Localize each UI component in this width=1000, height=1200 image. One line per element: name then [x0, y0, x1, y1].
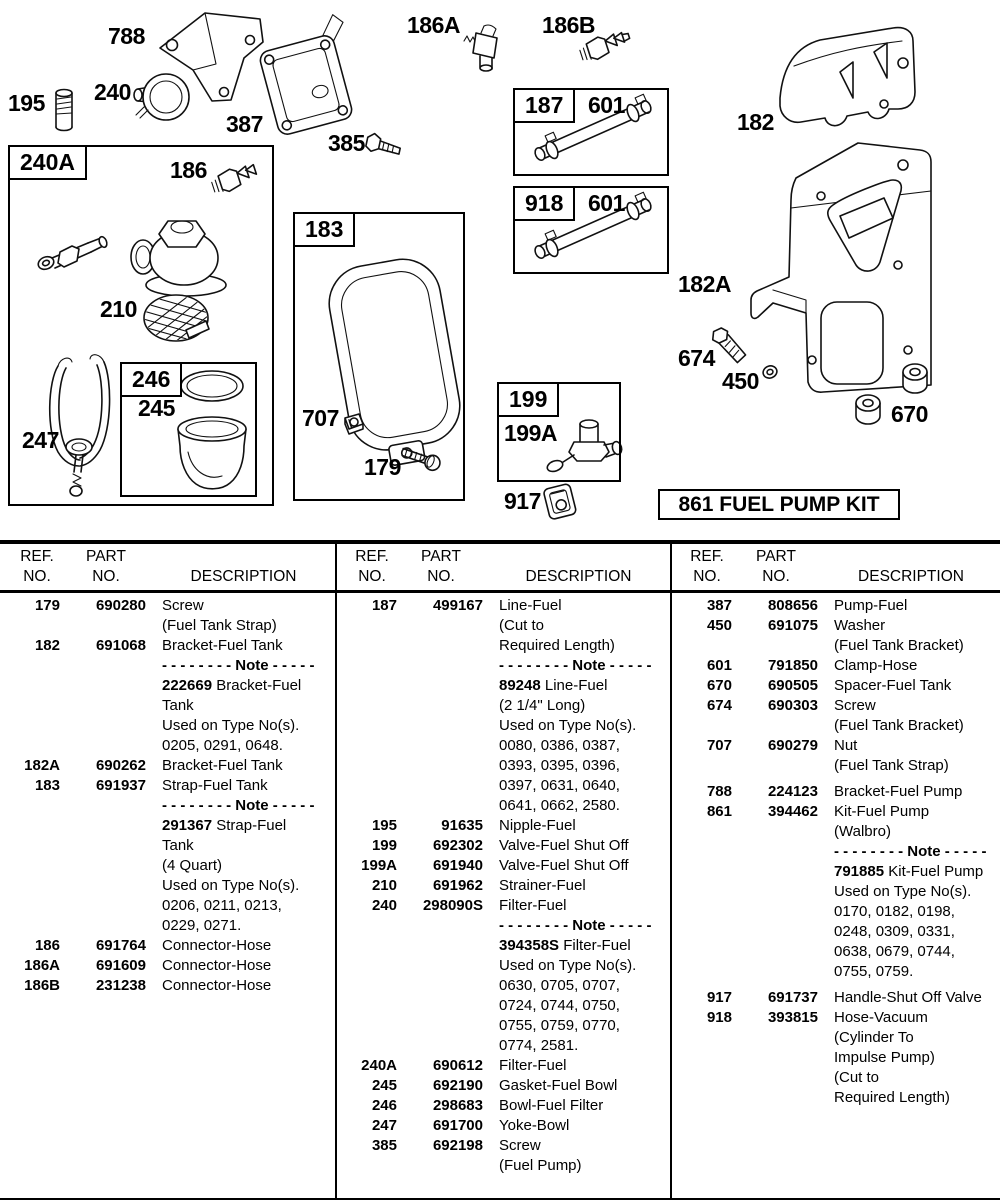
- description-line: Used on Type No(s).: [499, 717, 637, 734]
- description-line: - - - - - - - - Note - - - - -: [162, 797, 315, 814]
- table-row: [0, 596, 335, 636]
- ref-no-cell: 187: [371, 597, 397, 614]
- description-line: - - - - - - - - Note - - - - -: [162, 657, 315, 674]
- ref-no-cell: 179: [34, 597, 60, 614]
- table-row: [0, 936, 335, 956]
- part-no-cell: 691068: [95, 637, 146, 654]
- description-line: - - - - - - - - Note - - - - -: [834, 843, 987, 860]
- table-row: [0, 956, 335, 976]
- bracket-fuel-tank-182-drawing: [780, 28, 915, 126]
- description-cell: [824, 802, 1000, 982]
- table-row: [672, 1008, 1000, 1108]
- table-row: [672, 656, 1000, 676]
- ref-no-cell: 183: [34, 777, 60, 794]
- callout-707: 707: [302, 405, 339, 431]
- ref-no-cell: 240: [371, 897, 397, 914]
- part-no-cell: 691737: [767, 989, 818, 1006]
- part-no-cell: 791850: [767, 657, 818, 674]
- description-cell: [824, 782, 1000, 802]
- description-line: Strap-Fuel Tank: [162, 777, 268, 794]
- header-description: DESCRIPTION: [525, 568, 632, 585]
- callout-601-b: 601: [588, 190, 625, 216]
- callout-186: 186: [170, 157, 207, 183]
- part-no-cell: 691937: [95, 777, 146, 794]
- part-no-cell: 91635: [441, 817, 483, 834]
- description-cell: [824, 596, 1000, 616]
- callout-450: 450: [722, 368, 759, 394]
- description-line: 0397, 0631, 0640,: [499, 777, 620, 794]
- bracket-fuel-tank-182A-drawing: [751, 143, 931, 392]
- table-header: [670, 544, 1000, 590]
- description-line: - - - - - - - - Note - - - - -: [499, 657, 652, 674]
- group-box-240A-label: 240A: [8, 145, 87, 180]
- callout-199A: 199A: [504, 420, 557, 446]
- description-line: (Fuel Tank Strap): [162, 617, 277, 634]
- description-cell: [489, 856, 670, 876]
- header-divider-line: [0, 590, 1000, 593]
- description-line: 291367 Strap-Fuel: [162, 817, 287, 834]
- table-row: [672, 676, 1000, 696]
- group-box-199-label: 199: [497, 382, 559, 417]
- description-cell: [152, 956, 335, 976]
- description-line: Valve-Fuel Shut Off: [499, 837, 629, 854]
- description-line: Screw: [162, 597, 204, 614]
- part-no-cell: 394462: [767, 803, 818, 820]
- part-no-cell: 692190: [432, 1077, 483, 1094]
- part-no-cell: 808656: [767, 597, 818, 614]
- part-no-cell: 691940: [432, 857, 483, 874]
- description-line: Used on Type No(s).: [162, 877, 300, 894]
- ref-no-cell: 240A: [361, 1057, 397, 1074]
- description-line: (Fuel Pump): [499, 1157, 582, 1174]
- table-rows-column-3: [672, 596, 1000, 1108]
- part-no-cell: 691609: [95, 957, 146, 974]
- nipple-fuel-drawing: [56, 90, 72, 131]
- ref-no-cell: 182A: [24, 757, 60, 774]
- washer-drawing: [761, 364, 778, 380]
- callout-917: 917: [504, 488, 541, 514]
- description-line: Pump-Fuel: [834, 597, 908, 614]
- description-cell: [152, 756, 335, 776]
- description-line: (Walbro): [834, 823, 891, 840]
- description-line: Bowl-Fuel Filter: [499, 1097, 604, 1114]
- description-line: Bracket-Fuel Tank: [162, 637, 283, 654]
- group-box-187-label: 187: [513, 88, 575, 123]
- part-no-cell: 690505: [767, 677, 818, 694]
- callout-195: 195: [8, 90, 45, 116]
- table-row: [0, 636, 335, 756]
- header-ref-no: REF. NO.: [20, 548, 54, 585]
- ref-no-cell: 246: [371, 1097, 397, 1114]
- screw-fuel-pump-drawing: [365, 132, 402, 157]
- table-row: [337, 816, 670, 836]
- description-line: Filter-Fuel: [499, 897, 567, 914]
- description-line: Used on Type No(s).: [499, 957, 637, 974]
- description-cell: [824, 736, 1000, 776]
- callout-788: 788: [108, 23, 145, 49]
- description-cell: [152, 936, 335, 956]
- table-row: [337, 1096, 670, 1116]
- description-line: Spacer-Fuel Tank: [834, 677, 952, 694]
- ref-no-cell: 917: [706, 989, 732, 1006]
- description-line: Tank: [162, 697, 194, 714]
- spacer-fuel-tank-drawing: [856, 395, 880, 424]
- description-line: (4 Quart): [162, 857, 223, 874]
- part-no-cell: 691075: [767, 617, 818, 634]
- pump-fuel-drawing: [254, 13, 368, 137]
- description-cell: [824, 1008, 1000, 1108]
- callout-670: 670: [891, 401, 928, 427]
- description-line: Clamp-Hose: [834, 657, 918, 674]
- description-line: 0755, 0759, 0770,: [499, 1017, 620, 1034]
- description-line: Nut: [834, 737, 858, 754]
- description-cell: [489, 1076, 670, 1096]
- header-part-no: PART NO.: [421, 548, 461, 585]
- description-line: 0229, 0271.: [162, 917, 242, 934]
- description-cell: [824, 616, 1000, 656]
- description-cell: [489, 896, 670, 1056]
- ref-no-cell: 195: [371, 817, 397, 834]
- ref-no-cell: 450: [706, 617, 732, 634]
- table-row: [337, 856, 670, 876]
- description-line: Used on Type No(s).: [834, 883, 972, 900]
- callout-186B: 186B: [542, 12, 595, 38]
- callout-601-a: 601: [588, 92, 625, 118]
- parts-table-column: [0, 544, 335, 1198]
- ref-no-cell: 601: [706, 657, 732, 674]
- description-line: Hose-Vacuum: [834, 1009, 928, 1026]
- ref-no-cell: 199A: [361, 857, 397, 874]
- ref-no-cell: 674: [706, 697, 732, 714]
- table-row: [337, 1136, 670, 1176]
- description-line: 89248 Line-Fuel: [499, 677, 608, 694]
- description-line: Tank: [162, 837, 194, 854]
- part-no-cell: 690262: [95, 757, 146, 774]
- callout-245: 245: [138, 395, 175, 421]
- description-cell: [489, 1136, 670, 1176]
- description-cell: [489, 876, 670, 896]
- description-cell: [489, 836, 670, 856]
- callout-182: 182: [737, 109, 774, 135]
- group-box-246-label: 246: [120, 362, 182, 397]
- part-no-cell: 224123: [767, 783, 818, 800]
- description-cell: [824, 696, 1000, 736]
- description-line: Bracket-Fuel Tank: [162, 757, 283, 774]
- description-line: 222669 Bracket-Fuel: [162, 677, 302, 694]
- ref-no-cell: 385: [371, 1137, 397, 1154]
- group-box-918-label: 918: [513, 186, 575, 221]
- header-ref-no: REF. NO.: [355, 548, 389, 585]
- description-line: (2 1/4" Long): [499, 697, 586, 714]
- description-line: (Cut to: [834, 1069, 880, 1086]
- table-row: [337, 896, 670, 1056]
- table-row: [337, 836, 670, 856]
- handle-shut-off-valve-drawing: [543, 483, 577, 520]
- description-line: Required Length): [499, 637, 615, 654]
- description-cell: [489, 1116, 670, 1136]
- description-line: 394358S Filter-Fuel: [499, 937, 631, 954]
- ref-no-cell: 186: [34, 937, 60, 954]
- table-row: [672, 616, 1000, 656]
- description-cell: [489, 816, 670, 836]
- description-cell: [152, 976, 335, 996]
- description-cell: [489, 596, 670, 816]
- table-row: [337, 1076, 670, 1096]
- callout-182A: 182A: [678, 271, 731, 297]
- description-line: Screw: [834, 697, 876, 714]
- filter-fuel-drawing: [134, 74, 189, 120]
- callout-210: 210: [100, 296, 137, 322]
- part-no-cell: 231238: [95, 977, 146, 994]
- exploded-diagram: [0, 0, 1000, 540]
- ref-no-cell: 245: [371, 1077, 397, 1094]
- ref-no-cell: 788: [706, 783, 732, 800]
- ref-no-cell: 861: [706, 803, 732, 820]
- description-line: Gasket-Fuel Bowl: [499, 1077, 618, 1094]
- parts-table: [0, 540, 1000, 1200]
- description-line: 0755, 0759.: [834, 963, 914, 980]
- description-line: Line-Fuel: [499, 597, 562, 614]
- group-box-246: [120, 362, 257, 497]
- description-line: Yoke-Bowl: [499, 1117, 570, 1134]
- description-line: 0205, 0291, 0648.: [162, 737, 283, 754]
- description-cell: [824, 656, 1000, 676]
- table-row: [0, 756, 335, 776]
- ref-no-cell: 210: [371, 877, 397, 894]
- ref-no-cell: 387: [706, 597, 732, 614]
- table-row: [672, 802, 1000, 982]
- parts-table-column: [670, 544, 1000, 1198]
- description-line: Nipple-Fuel: [499, 817, 576, 834]
- description-line: 0080, 0386, 0387,: [499, 737, 620, 754]
- description-line: Bracket-Fuel Pump: [834, 783, 963, 800]
- parts-table-column: [335, 544, 670, 1198]
- callout-674: 674: [678, 345, 715, 371]
- description-line: Screw: [499, 1137, 541, 1154]
- part-no-cell: 298683: [432, 1097, 483, 1114]
- description-line: Strainer-Fuel: [499, 877, 586, 894]
- ref-no-cell: 199: [371, 837, 397, 854]
- table-row: [337, 1056, 670, 1076]
- callout-247: 247: [22, 427, 59, 453]
- header-part-no: PART NO.: [756, 548, 796, 585]
- callout-387: 387: [226, 111, 263, 137]
- header-ref-no: REF. NO.: [690, 548, 724, 585]
- description-line: (Fuel Tank Strap): [834, 757, 949, 774]
- part-no-cell: 690280: [95, 597, 146, 614]
- description-line: Handle-Shut Off Valve: [834, 989, 982, 1006]
- part-no-cell: 691764: [95, 937, 146, 954]
- description-cell: [152, 776, 335, 936]
- description-line: 0393, 0395, 0396,: [499, 757, 620, 774]
- table-row: [672, 596, 1000, 616]
- description-line: - - - - - - - - Note - - - - -: [499, 917, 652, 934]
- part-no-cell: 691700: [432, 1117, 483, 1134]
- table-header: [335, 544, 670, 590]
- callout-179: 179: [364, 454, 401, 480]
- table-row: [0, 776, 335, 936]
- group-box-183-label: 183: [293, 212, 355, 247]
- description-line: (Fuel Tank Bracket): [834, 717, 964, 734]
- description-line: 0638, 0679, 0744,: [834, 943, 955, 960]
- header-description: DESCRIPTION: [190, 568, 297, 585]
- description-cell: [824, 988, 1000, 1008]
- part-no-cell: 692302: [432, 837, 483, 854]
- part-no-cell: 691962: [432, 877, 483, 894]
- part-no-cell: 690303: [767, 697, 818, 714]
- description-line: 0641, 0662, 2580.: [499, 797, 620, 814]
- description-line: Kit-Fuel Pump: [834, 803, 930, 820]
- description-line: (Cylinder To: [834, 1029, 914, 1046]
- table-row: [672, 736, 1000, 776]
- description-line: 0206, 0211, 0213,: [162, 897, 282, 914]
- callout-186A: 186A: [407, 12, 460, 38]
- description-line: Valve-Fuel Shut Off: [499, 857, 629, 874]
- table-row: [337, 596, 670, 816]
- description-cell: [489, 1056, 670, 1076]
- description-cell: [489, 1096, 670, 1116]
- description-line: 0774, 2581.: [499, 1037, 579, 1054]
- description-line: 0724, 0744, 0750,: [499, 997, 620, 1014]
- part-no-cell: 393815: [767, 1009, 818, 1026]
- description-cell: [152, 636, 335, 756]
- part-no-cell: 499167: [432, 597, 483, 614]
- ref-no-cell: 918: [706, 1009, 732, 1026]
- table-header: [0, 544, 335, 590]
- part-no-cell: 690612: [432, 1057, 483, 1074]
- table-row: [672, 988, 1000, 1008]
- description-line: 0248, 0309, 0331,: [834, 923, 955, 940]
- description-cell: [152, 596, 335, 636]
- ref-no-cell: 670: [706, 677, 732, 694]
- table-rows-column-1: [0, 596, 335, 996]
- header-description: DESCRIPTION: [858, 568, 964, 585]
- description-line: (Fuel Tank Bracket): [834, 637, 964, 654]
- table-row: [337, 1116, 670, 1136]
- description-line: 791885 Kit-Fuel Pump: [834, 863, 984, 880]
- description-line: 0630, 0705, 0707,: [499, 977, 620, 994]
- description-line: 0170, 0182, 0198,: [834, 903, 955, 920]
- ref-no-cell: 707: [706, 737, 732, 754]
- ref-no-cell: 182: [34, 637, 60, 654]
- part-no-cell: 298090S: [422, 897, 483, 914]
- callout-385: 385: [328, 130, 365, 156]
- table-row: [337, 876, 670, 896]
- part-no-cell: 692198: [432, 1137, 483, 1154]
- fuel-pump-kit-box: 861 FUEL PUMP KIT: [658, 489, 900, 520]
- ref-no-cell: 186A: [24, 957, 60, 974]
- description-line: Used on Type No(s).: [162, 717, 300, 734]
- table-row: [672, 696, 1000, 736]
- connector-hose-elbow-drawing: [464, 25, 497, 71]
- ref-no-cell: 186B: [24, 977, 60, 994]
- description-line: Required Length): [834, 1089, 950, 1106]
- table-row: [0, 976, 335, 996]
- description-line: Connector-Hose: [162, 977, 272, 994]
- ref-no-cell: 247: [371, 1117, 397, 1134]
- table-row: [672, 782, 1000, 802]
- callout-240: 240: [94, 79, 131, 105]
- description-line: Washer: [834, 617, 886, 634]
- description-line: (Cut to: [499, 617, 545, 634]
- part-no-cell: 690279: [767, 737, 818, 754]
- description-line: Connector-Hose: [162, 957, 272, 974]
- description-cell: [824, 676, 1000, 696]
- description-line: Connector-Hose: [162, 937, 272, 954]
- header-part-no: PART NO.: [86, 548, 126, 585]
- table-rows-column-2: [337, 596, 670, 1176]
- description-line: Impulse Pump): [834, 1049, 935, 1066]
- description-line: Filter-Fuel: [499, 1057, 567, 1074]
